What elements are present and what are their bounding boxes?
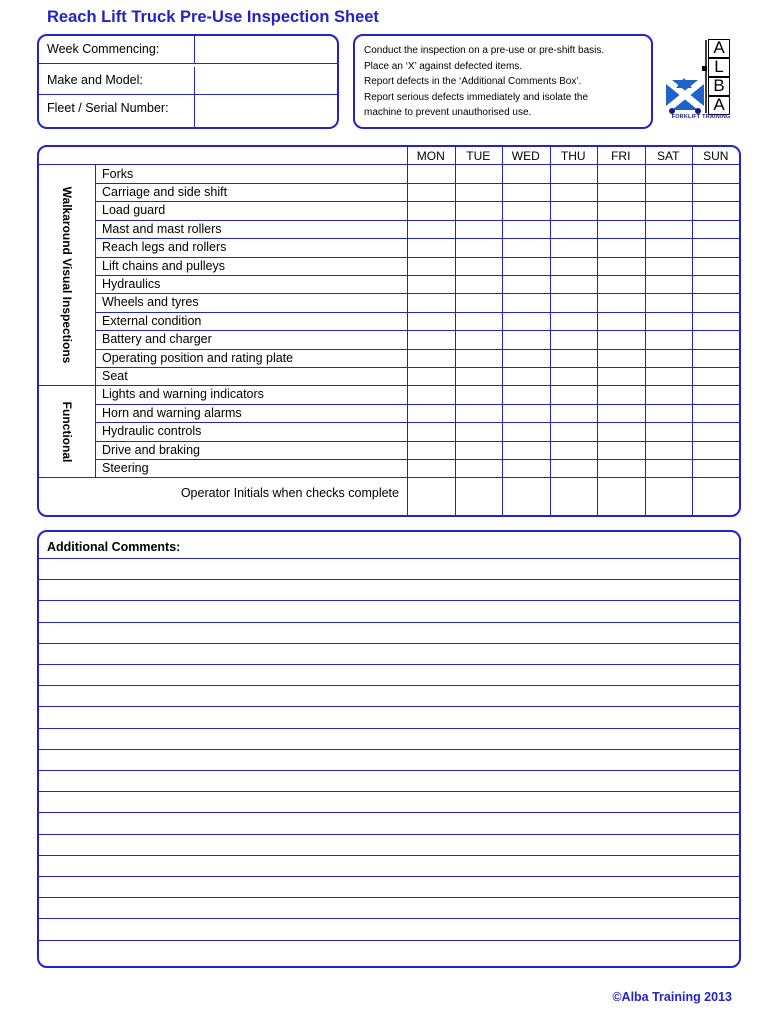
week-commencing-field[interactable] [194,36,339,63]
make-model-field[interactable] [194,67,339,94]
check-cell[interactable] [551,202,598,219]
check-cell[interactable] [598,220,645,237]
check-cell[interactable] [551,220,598,237]
check-cell[interactable] [503,275,550,292]
check-cell[interactable] [598,165,645,182]
check-item-label: Battery and charger [102,332,212,347]
check-cell[interactable] [456,220,503,237]
fleet-serial-field[interactable] [194,95,339,127]
logo-letter: A [708,96,730,115]
check-cell[interactable] [503,459,550,476]
check-cell[interactable] [646,275,693,292]
check-cell[interactable] [693,459,740,476]
check-cell[interactable] [503,349,550,366]
group-label-0: Walkaround Visual Inspections [60,187,74,364]
check-cell[interactable] [598,349,645,366]
check-cell[interactable] [551,349,598,366]
check-cell[interactable] [646,257,693,274]
day-header-fri: FRI [611,149,631,163]
check-item-label: Hydraulics [102,276,161,291]
check-cell[interactable] [646,349,693,366]
logo-letter: A [708,39,730,58]
day-header-thu: THU [560,149,586,163]
check-cell[interactable] [693,331,740,348]
comments-title: Additional Comments: [47,540,181,554]
day-header-mon: MON [416,149,445,163]
check-cell[interactable] [503,239,550,256]
instruction-line: Report serious defects immediately and isolate the [364,91,589,103]
check-cell[interactable] [646,441,693,458]
check-cell[interactable] [408,257,455,274]
check-cell[interactable] [456,404,503,421]
check-item-label: Mast and mast rollers [102,221,222,236]
fleet-serial-label: Fleet / Serial Number: [47,101,169,115]
check-cell[interactable] [456,367,503,384]
check-cell[interactable] [646,294,693,311]
check-cell[interactable] [408,312,455,329]
check-cell[interactable] [456,423,503,440]
week-commencing-row [39,36,337,64]
check-cell[interactable] [646,386,693,403]
check-cell[interactable] [503,183,550,200]
alba-logo [662,38,740,124]
page-title: Reach Lift Truck Pre-Use Inspection Sheet [47,8,379,26]
day-column-divider [502,147,503,515]
check-cell[interactable] [646,367,693,384]
check-cell[interactable] [598,294,645,311]
group-column-divider [95,164,96,478]
initials-cell[interactable] [503,478,550,515]
logo-caption: FORKLIFT TRAINING [671,114,731,120]
check-cell[interactable] [408,331,455,348]
check-cell[interactable] [693,220,740,237]
check-cell[interactable] [551,165,598,182]
additional-comments-box [37,530,741,968]
check-cell[interactable] [646,239,693,256]
check-cell[interactable] [693,165,740,182]
check-cell[interactable] [646,312,693,329]
day-column-divider [550,147,551,515]
check-cell[interactable] [551,331,598,348]
check-cell[interactable] [408,220,455,237]
check-cell[interactable] [646,423,693,440]
check-cell[interactable] [408,367,455,384]
instruction-line: Report defects in the ‘Additional Comments Box’. [364,76,582,87]
initials-cell[interactable] [456,478,503,515]
check-cell[interactable] [551,312,598,329]
day-column-divider [692,147,693,515]
check-cell[interactable] [456,386,503,403]
check-cell[interactable] [693,239,740,256]
check-cell[interactable] [646,220,693,237]
check-item-label: Forks [102,166,134,181]
check-item-label: Seat [102,368,128,383]
check-cell[interactable] [456,331,503,348]
check-cell[interactable] [598,312,645,329]
check-cell[interactable] [456,312,503,329]
check-item-label: Horn and warning alarms [102,405,242,420]
comments-writing-area[interactable] [39,558,739,966]
check-cell[interactable] [646,202,693,219]
check-cell[interactable] [503,257,550,274]
check-cell[interactable] [598,183,645,200]
instruction-line: Conduct the inspection on a pre-use or pre-shift basis. [364,45,605,56]
group-label-1: Functional [60,401,74,463]
check-cell[interactable] [598,239,645,256]
initials-cell[interactable] [646,478,693,515]
copyright-text: ©Alba Training 2013 [612,990,732,1004]
day-column-divider [645,147,646,515]
check-cell[interactable] [408,441,455,458]
check-cell[interactable] [598,202,645,219]
check-cell[interactable] [408,239,455,256]
check-cell[interactable] [551,404,598,421]
check-cell[interactable] [551,459,598,476]
check-cell[interactable] [598,441,645,458]
check-cell[interactable] [693,294,740,311]
check-cell[interactable] [456,183,503,200]
check-cell[interactable] [693,257,740,274]
check-cell[interactable] [598,423,645,440]
check-cell[interactable] [408,294,455,311]
check-cell[interactable] [456,165,503,182]
check-cell[interactable] [693,312,740,329]
check-cell[interactable] [551,294,598,311]
check-cell[interactable] [456,294,503,311]
check-cell[interactable] [408,165,455,182]
make-model-label: Make and Model: [47,73,143,87]
check-cell[interactable] [456,459,503,476]
check-cell[interactable] [693,183,740,200]
check-cell[interactable] [551,367,598,384]
check-cell[interactable] [456,275,503,292]
day-column-divider [455,147,456,515]
check-cell[interactable] [598,257,645,274]
day-header-sat: SAT [657,149,680,163]
check-cell[interactable] [408,404,455,421]
check-cell[interactable] [503,294,550,311]
day-column-divider [407,147,408,515]
check-item-label: Drive and braking [102,442,200,457]
check-cell[interactable] [503,386,550,403]
week-commencing-label: Week Commencing: [47,42,160,56]
make-model-row [39,67,337,95]
check-cell[interactable] [408,386,455,403]
check-cell[interactable] [408,275,455,292]
day-header-tue: TUE [466,149,491,163]
check-cell[interactable] [646,331,693,348]
vehicle-info-box [37,34,339,129]
day-column-divider [597,147,598,515]
check-item-label: Reach legs and rollers [102,240,227,255]
check-item-label: Carriage and side shift [102,184,228,199]
check-cell[interactable] [646,165,693,182]
initials-cell[interactable] [693,478,740,515]
check-cell[interactable] [551,183,598,200]
check-cell[interactable] [503,312,550,329]
check-cell[interactable] [551,423,598,440]
check-cell[interactable] [598,386,645,403]
check-cell[interactable] [551,386,598,403]
check-item-label: External condition [102,313,202,328]
check-cell[interactable] [693,423,740,440]
check-cell[interactable] [693,367,740,384]
initials-cell[interactable] [551,478,598,515]
check-cell[interactable] [598,367,645,384]
check-cell[interactable] [598,404,645,421]
check-cell[interactable] [408,183,455,200]
day-header-sun: SUN [703,149,729,163]
check-cell[interactable] [503,367,550,384]
check-cell[interactable] [646,459,693,476]
check-cell[interactable] [408,349,455,366]
check-cell[interactable] [503,441,550,458]
instruction-line: Place an ‘X’ against defected items. [364,60,523,72]
instructions-box [353,34,653,129]
operator-initials-label: Operator Initials when checks complete [180,485,399,500]
check-cell[interactable] [693,386,740,403]
check-cell[interactable] [503,404,550,421]
check-cell[interactable] [693,404,740,421]
check-cell[interactable] [456,202,503,219]
check-cell[interactable] [503,331,550,348]
logo-letter: B [708,77,730,96]
check-cell[interactable] [598,331,645,348]
check-cell[interactable] [503,165,550,182]
check-cell[interactable] [503,220,550,237]
check-item-label: Operating position and rating plate [102,350,294,365]
check-cell[interactable] [693,275,740,292]
check-cell[interactable] [646,183,693,200]
check-cell[interactable] [408,459,455,476]
check-cell[interactable] [693,202,740,219]
check-item-label: Load guard [102,203,166,218]
check-cell[interactable] [551,441,598,458]
check-item-label: Steering [102,460,149,475]
check-item-label: Wheels and tyres [102,295,199,310]
instruction-line: machine to prevent unauthorised use. [364,107,532,118]
check-item-label: Lift chains and pulleys [102,258,225,273]
check-cell[interactable] [408,202,455,219]
check-cell[interactable] [503,423,550,440]
check-cell[interactable] [503,202,550,219]
fleet-serial-row [39,95,337,127]
check-cell[interactable] [456,257,503,274]
initials-cell[interactable] [598,478,645,515]
check-cell[interactable] [693,441,740,458]
check-cell[interactable] [456,349,503,366]
check-item-label: Hydraulic controls [102,424,202,439]
day-header-wed: WED [511,149,540,163]
check-cell[interactable] [551,257,598,274]
check-cell[interactable] [456,441,503,458]
inspection-checks-table [37,145,741,517]
check-cell[interactable] [408,423,455,440]
check-cell[interactable] [598,275,645,292]
initials-cell[interactable] [408,478,455,515]
check-cell[interactable] [646,404,693,421]
check-cell[interactable] [598,459,645,476]
check-item-label: Lights and warning indicators [102,387,264,402]
check-cell[interactable] [551,275,598,292]
check-cell[interactable] [456,239,503,256]
check-cell[interactable] [693,349,740,366]
logo-letter: L [708,58,730,77]
check-cell[interactable] [551,239,598,256]
